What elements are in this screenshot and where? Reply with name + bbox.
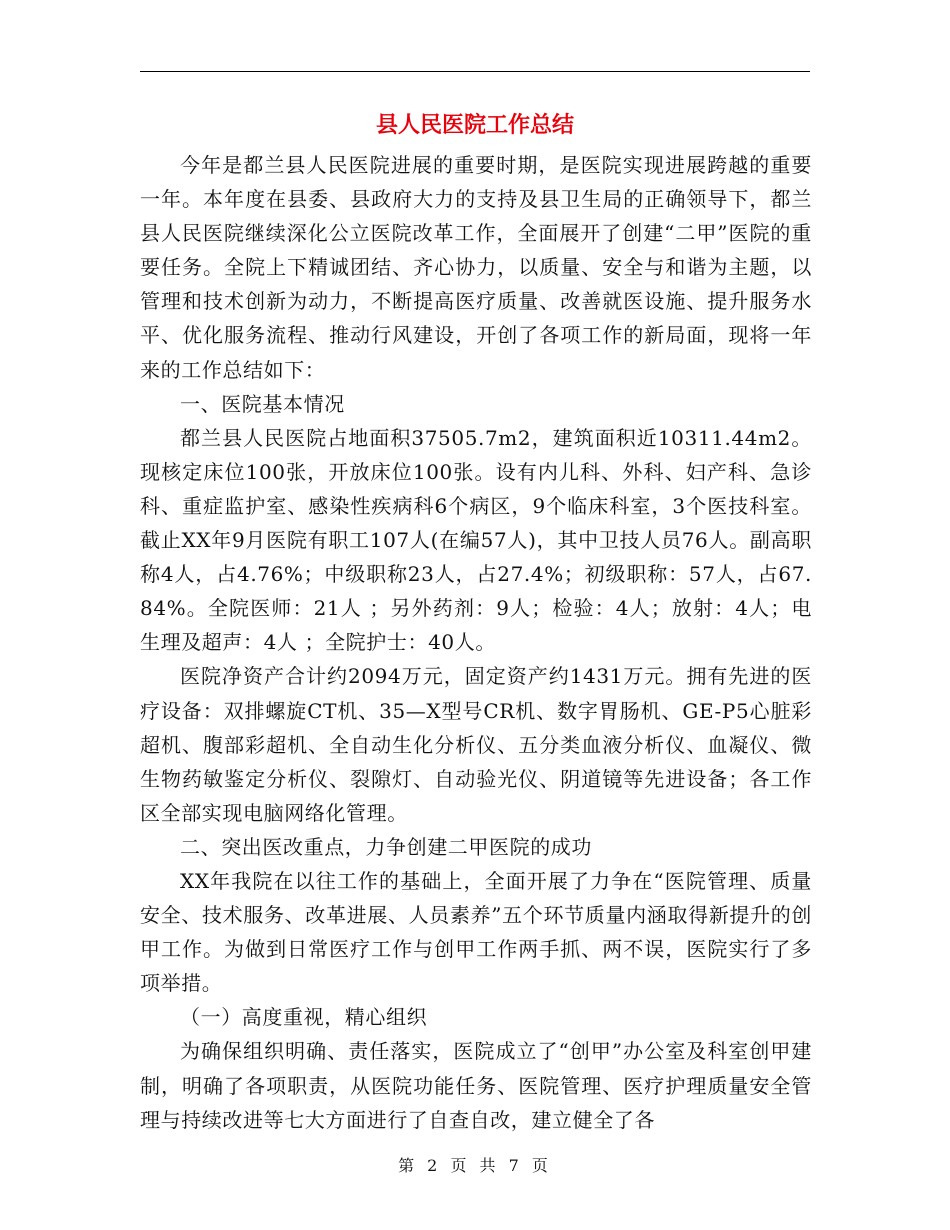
- section-heading-reform: 二、突出医改重点，力争创建二甲医院的成功: [180, 834, 592, 859]
- paragraph-assets-equipment: 医院净资产合计约2094万元，固定资产约1431万元。拥有先进的医疗设备：双排螺旋CT机、35—X型号CR机、数字胃肠机、GE-P5心脏彩超机、腹部彩超机、全自动生化分析仪、五分类血液分析仪、血凝仪、微生物药敏鉴定分析仪、裂隙灯、自动验光仪、阴道镜等先进设备；各工作区全部实现电脑网络化管理。: [140, 664, 812, 825]
- subsection-heading-organization: （一）高度重视，精心组织: [180, 1005, 428, 1030]
- paragraph-intro: 今年是都兰县人民医院进展的重要时期，是医院实现进展跨越的重要一年。本年度在县委、县政府大力的支持及县卫生局的正确领导下，都兰县人民医院继续深化公立医院改革工作，全面展开了创建“二甲”医院的重要任务。全院上下精诚团结、齐心协力，以质量、安全与和谐为主题，以管理和技术创新为动力，不断提高医疗质量、改善就医设施、提升服务水平、优化服务流程、推动行风建设，开创了各项工作的新局面，现将一年来的工作总结如下：: [140, 153, 812, 382]
- paragraph-organization: 为确保组织明确、责任落实，医院成立了“创甲”办公室及科室创甲建制，明确了各项职责，从医院功能任务、医院管理、医疗护理质量安全管理与持续改进等七大方面进行了自查自改，建立健全了各: [140, 1039, 812, 1132]
- header-rule: [140, 71, 810, 72]
- document-body: [140, 148, 812, 1137]
- document-title: 县人民医院工作总结: [375, 112, 574, 138]
- section-heading-basic-info: 一、医院基本情况: [180, 391, 345, 416]
- paragraph-basic-info: 都兰县人民医院占地面积37505.7m2，建筑面积近10311.44m2。现核定床位100张，开放床位100张。设有内儿科、外科、妇产科、急诊科、重症监护室、感染性疾病科6个病区，9个临床科室，3个医技科室。截止XX年9月医院有职工107人(在编57人)，其中卫技人员76人。副高职称4人，占4.76%；中级职称23人，占27.4%；初级职称：57人，占67.84%。全院医师：21人 ；另外药剂：9人；检验：4人；放射：4人；电生理及超声：4人 ；全院护士：40人。: [140, 425, 812, 655]
- paragraph-reform: XX年我院在以往工作的基础上，全面开展了力争在“医院管理、质量安全、技术服务、改革进展、人员素养”五个环节质量内涵取得新提升的创甲工作。为做到日常医疗工作与创甲工作两手抓、两不误，医院实行了多项举措。: [140, 868, 812, 996]
- page-number: 第 2 页 共 7 页: [398, 1156, 552, 1175]
